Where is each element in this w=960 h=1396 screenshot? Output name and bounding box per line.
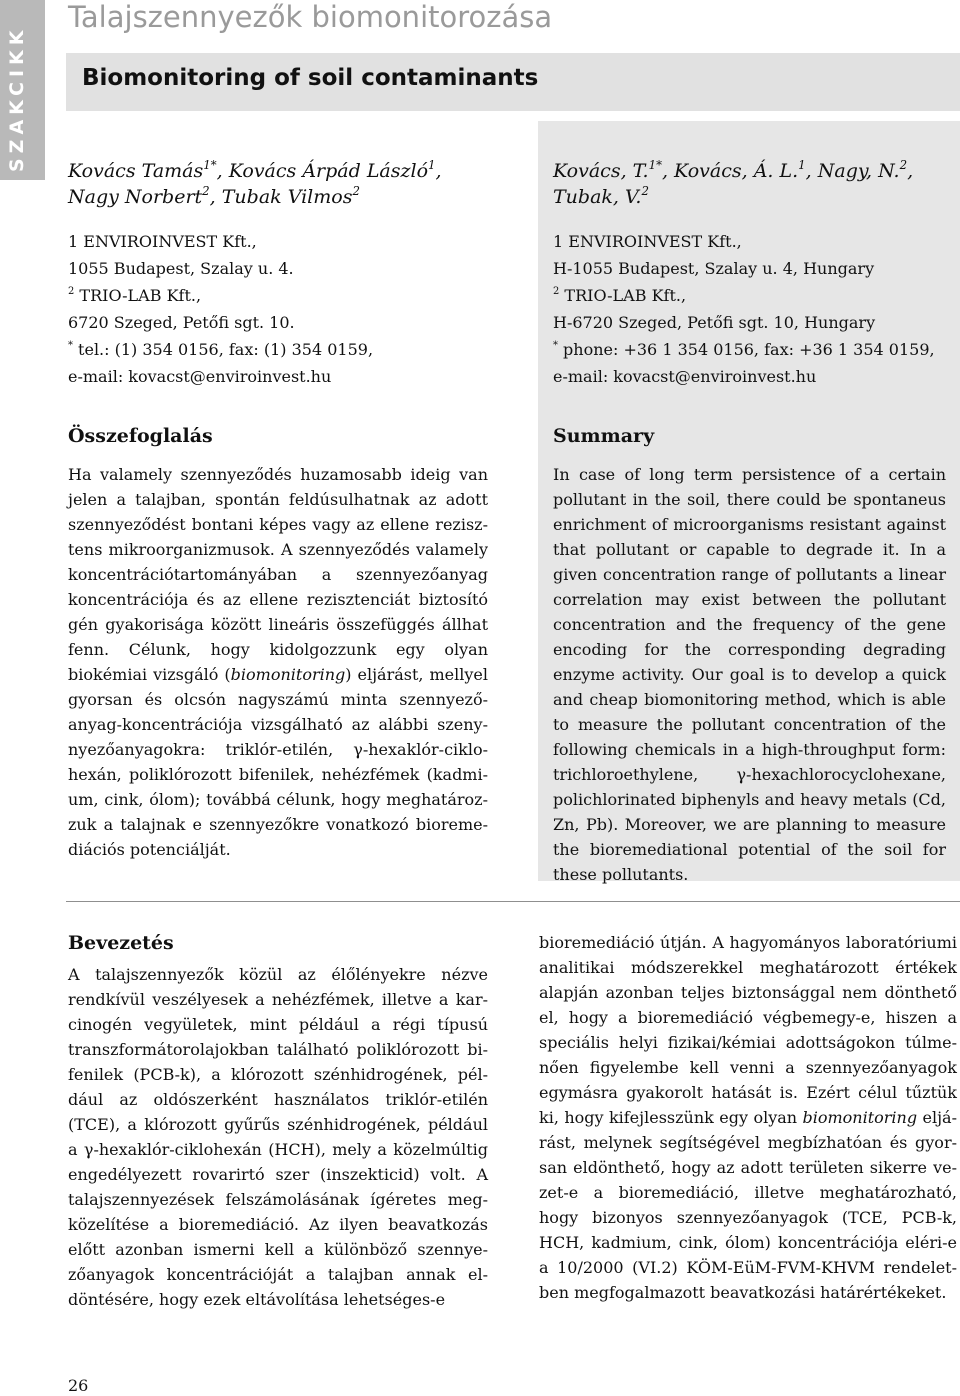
section-label: SZAKCIKK bbox=[6, 25, 28, 172]
abstract-english-heading: Summary bbox=[553, 425, 655, 447]
section-sidebar bbox=[0, 0, 45, 180]
introduction-column-2: bioremediáció útján. A hagyományos laboratóriumi analitikai módszerekkel meghatározott értékek alapján azonban teljes biztonsággal nem dönthető el, hogy a bioremediáció végbemegy-e, hiszen a speciális helyi fizikai/kémiai adottságokon túlmenően figyelembe kell venni a szennyezőanyagok egymásra gyakorolt hatását is. Ezért célul tűztük ki, hogy kifejlesszünk egy olyan biomonitoring eljárást, melynek segítségével megbízhatóan és gyorsan eldönthető, hogy az adott területen sikerre vezet-e a bioremediáció, illetve meghatározható, hogy bizonyos szennyezőanyagok (TCE, PCB-k, HCH, kadmium, cink, ólom) koncentrációja eléri-e a 10/2000 (VI.2) KÖM-EüM-FVM-KHVM rendeletben megfogalmazott beavatkozási határértékeket. bbox=[539, 933, 958, 1302]
authors-english: Kovács, T.$^{1*}$, Kovács, Á. L.$^1$, Nagy, N.$^2$, Tubak, V.$^2$ bbox=[553, 157, 914, 208]
abstract-hungarian-text: Ha valamely szennyeződés huzamosabb ideig van jelen a talajban, spontán feldúsulhatnak az adott szennyeződést bontani képes vagy az ellene rezisztens mikroorganizmusok. A szennyeződés valamely koncentrációtartományában a szennyezőanyag koncentrációja és az ellene rezisztenciát biztosító gén gyakorisága között lineáris összefüggés állhat fenn. Célunk, hogy kidolgozzunk egy olyan biokémiai vizsgáló (biomonitoring) eljárást, mellyel gyorsan és olcsón nagyszámú minta szennyezőanyag-koncentrációja vizsgálható az alábbi szenynyezőanyagokra: triklór-etilén, γ-hexaklór-ciklohexán, poliklórozott bifenilek, nehézfémek (kadmium, cink, ólom); továbbá célunk, hogy meghatározzuk a talajnak e szennyezőkre vonatkozó bioremediációs potenciálját. bbox=[68, 465, 488, 859]
affiliations-hungarian: 1 ENVIROINVEST Kft., 1055 Budapest, Szalay u. 4. $^2$ TRIO-LAB Kft., 6720 Szeged, Petőfi sgt. 10. * tel.: (1) 354 0156, fax: (1) 354 0159, e-mail: kovacst@enviroinvest.hu bbox=[68, 232, 374, 386]
abstract-english-text: In case of long term persistence of a certain pollutant in the soil, there could be spontaneus enrichment of microorganisms resistant against that pollutant or capable to degrade it. In a given concentration range of pollutants a linear correlation may exist between the pollutant concentration and the frequency of the gene encoding for the corresponding degrading enzyme activity. Our goal is to develop a quick and cheap biomonitoring method, which is able to measure the pollutant concentration of the following chemicals in a high-throughput form: trichloroethylene, γ-hexachlorocyclohexane, polichlorinated biphenyls and heavy metals (Cd, Zn, Pb). Moreover, we are planning to measure the bioremediational potential of the soil for these pollutants. bbox=[553, 465, 946, 884]
title-english: Biomonitoring of soil contaminants bbox=[82, 65, 539, 91]
affiliations-english: 1 ENVIROINVEST Kft., H-1055 Budapest, Szalay u. 4, Hungary $^2$ TRIO-LAB Kft., H-6720 Szeged, Petőfi sgt. 10, Hungary * phone: +36 1 354 0156, fax: +36 1 354 0159, e-mail: kovacst@enviroinvest.hu bbox=[553, 232, 935, 386]
authors-hungarian: Kovács Tamás$^{1*}$, Kovács Árpád László$^1$, Nagy Norbert$^2$, Tubak Vilmos$^2$ bbox=[68, 157, 442, 208]
title-hungarian: Talajszennyezők biomonitorozása bbox=[68, 0, 553, 34]
abstract-hungarian-heading: Összefoglalás bbox=[68, 425, 213, 447]
page-number: 26 bbox=[68, 1376, 89, 1395]
introduction-column-1: A talajszennyezők közül az élőlényekre nézve rendkívül veszélyesek a nehézfémek, illetve a karcinogén vegyületek, mint például a régi típusú transzformátorolajokban található poliklórozott bifenilek (PCB-k), a klórozott szénhidrogének, például az oldószerként használatos triklór-etilén (TCE), a klórozott gyűrűs szénhidrogének, például a γ-hexaklór-ciklohexán (HCH), mely a közelmúltig engedélyezett rovarirtó szer (inszekticid) volt. A talajszennyezések felszámolásának ígéretes megközelítése a bioremediáció. Az ilyen beavatkozás előtt azonban ismerni kell a különböző szennyezőanyagok koncentrációját a talajban annak eldöntésére, hogy ezek eltávolítása lehetséges-e bbox=[68, 965, 488, 1309]
introduction-heading: Bevezetés bbox=[68, 932, 174, 954]
english-title-band bbox=[66, 53, 960, 111]
section-divider bbox=[66, 901, 960, 902]
